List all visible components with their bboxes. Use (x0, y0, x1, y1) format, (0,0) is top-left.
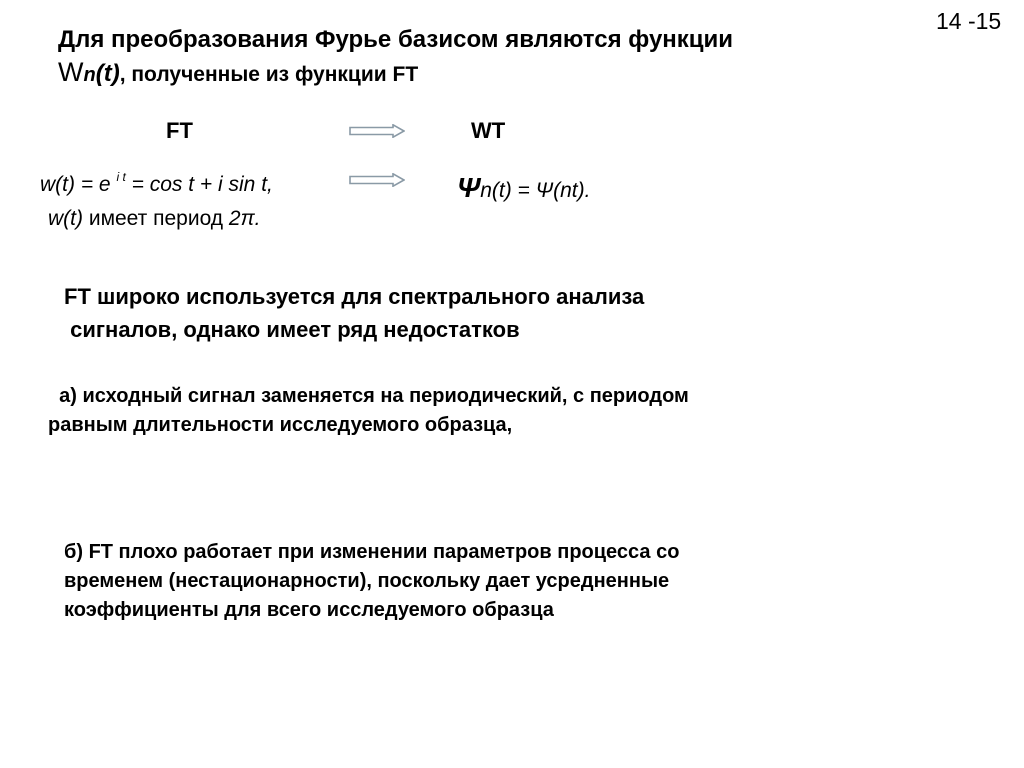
period-value: 2π. (228, 207, 261, 230)
ft-label: FT (166, 118, 193, 143)
ft-usage-paragraph (64, 280, 644, 346)
slide-title (58, 24, 733, 91)
title-line-2-rest: , полученные из функции FT (119, 63, 419, 86)
drawback-b-paragraph (64, 538, 679, 625)
title-line-1: Для преобразования Фурье базисом являются функции (58, 26, 734, 53)
drawback-a-paragraph (48, 382, 689, 440)
wavelet-formula (457, 172, 590, 204)
drawback-b-line-2: временем (нестационарности), поскольку дает усредненные (64, 570, 670, 592)
title-wn-arg: (t) (95, 60, 120, 87)
wt-label: WT (471, 118, 506, 143)
period-function: w(t) (48, 207, 83, 230)
slide-number: 14 -15 (936, 8, 1002, 34)
title-wn-letter: W (58, 57, 84, 87)
euler-formula-suffix: = cos t + i sin t, (125, 173, 273, 196)
drawback-b-line-3: коэффициенты для всего исследуемого образца (64, 599, 554, 621)
period-statement (48, 207, 260, 231)
drawback-a-line-1: а) исходный сигнал заменяется на периодический, с периодом (48, 385, 689, 407)
title-wn-sub: n (83, 64, 96, 86)
euler-formula-exponent: i t (116, 170, 126, 184)
euler-formula-prefix: w(t) = e (40, 173, 111, 196)
title-line-2 (58, 56, 733, 91)
drawback-b-line-1: б) FT плохо работает при изменении параметров процесса со (64, 541, 680, 563)
wavelet-formula-rest: n(t) = Ψ(nt). (480, 179, 591, 202)
ft-usage-line-1: FT широко используется для спектрального анализа (64, 284, 645, 309)
euler-formula (40, 170, 273, 197)
psi-symbol: Ψ (457, 172, 481, 203)
right-arrow-icon (349, 124, 405, 138)
period-text: имеет период (83, 207, 229, 230)
drawback-a-line-2: равным длительности исследуемого образца, (48, 414, 513, 436)
right-arrow-icon (349, 173, 405, 187)
ft-usage-line-2: сигналов, однако имеет ряд недостатков (64, 317, 520, 342)
